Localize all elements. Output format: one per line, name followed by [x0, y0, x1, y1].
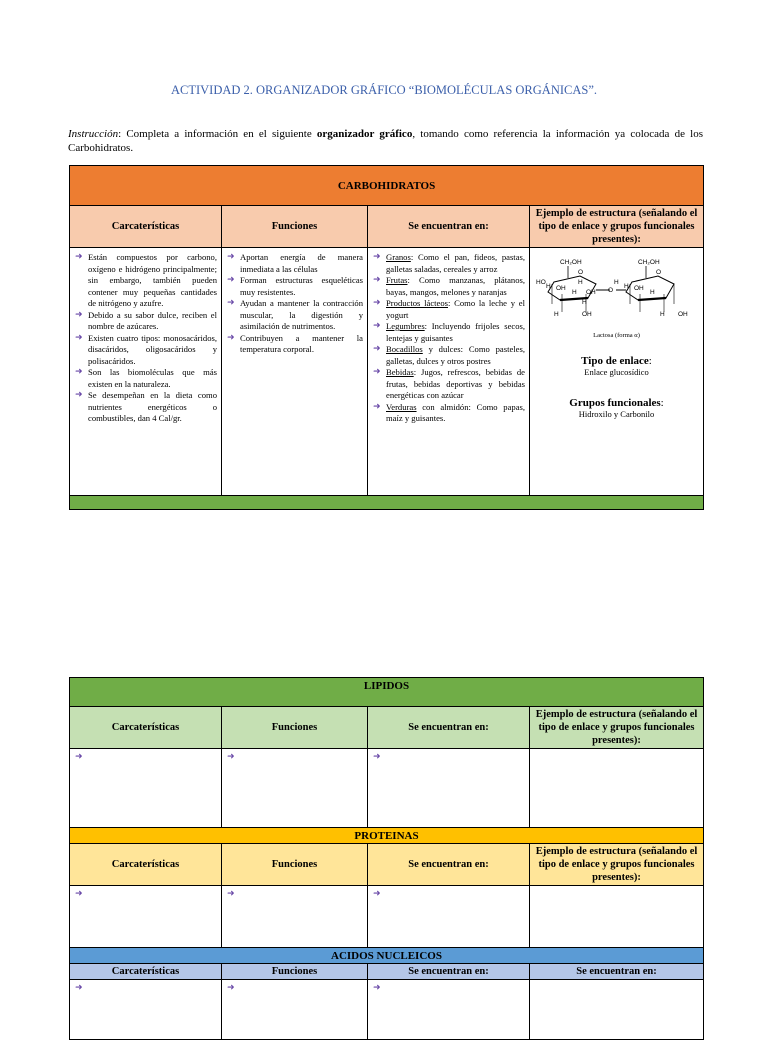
acidos-funciones-input[interactable] — [222, 980, 368, 1040]
food-term: Granos — [386, 252, 411, 262]
list-item — [226, 298, 363, 333]
list-item-text: Están compuestos por carbono, oxígeno e hidrógeno principalmente; sin embargo, también pueden contener muy pequeñas cantidades de nitrógeno y azufre. — [88, 252, 217, 308]
atom-label: H — [571, 289, 577, 296]
atom-label: OH — [677, 311, 688, 318]
bullet-icon: ➜ — [75, 983, 83, 993]
bullet-icon: ➜ — [373, 983, 381, 993]
carbo-se-encuentran-list — [368, 248, 529, 425]
food-term: Bocadillos — [386, 344, 423, 354]
list-item — [74, 310, 217, 333]
carbo-caracteristicas-cell — [70, 248, 222, 496]
acidos-header-col4: Se encuentran en: — [530, 964, 704, 980]
header-se-encuentran: Se encuentran en: — [368, 206, 530, 248]
header-ejemplo: Ejemplo de estructura (señalando el tipo de enlace y grupos funcionales presentes): — [530, 206, 704, 248]
food-term: Legumbres — [386, 321, 425, 331]
bullet-icon: ➜ — [227, 752, 235, 762]
atom-label: H — [577, 279, 583, 286]
carbo-estructura-cell — [530, 248, 704, 496]
lipidos-se-encuentran-input[interactable] — [368, 749, 530, 828]
list-item — [372, 402, 525, 425]
list-item — [74, 390, 217, 425]
list-item-text: Aportan energía de manera inmediata a las células — [240, 252, 363, 274]
food-description: y dulces: Como pasteles, galletas, dulces y otros postres — [386, 344, 525, 366]
bullet-icon: ➜ — [373, 367, 381, 377]
list-item — [74, 252, 217, 310]
carbohidratos-title: CARBOHIDRATOS — [70, 166, 704, 206]
header-caracteristicas: Carcaterísticas — [70, 206, 222, 248]
list-item-text: Existen cuatro tipos: monosacáridos, disacáridos, oligosacáridos y polisacáridos. — [88, 332, 217, 366]
atom-label: O — [655, 269, 661, 276]
bullet-icon: ➜ — [227, 298, 235, 308]
atom-label: OH — [633, 285, 644, 292]
food-term: Verduras — [386, 401, 417, 412]
list-item — [74, 367, 217, 390]
atom-label: H — [545, 283, 551, 290]
instruction-text-2: , tomando como referencia la información ya colocada de los Carbohidratos. — [68, 128, 703, 154]
bullet-icon: ➜ — [75, 752, 83, 762]
grupos-value: Hidroxilo y Carbonilo — [578, 409, 655, 419]
atom-label: H — [613, 279, 619, 286]
lipidos-caracteristicas-input[interactable] — [70, 749, 222, 828]
lipidos-funciones-input[interactable] — [222, 749, 368, 828]
grupos-label: Grupos funcionales — [569, 397, 661, 409]
bullet-icon: ➜ — [227, 252, 235, 262]
tipo-enlace-value: Enlace glucosídico — [584, 367, 649, 377]
food-description: : Como la leche y el yogurt — [386, 298, 526, 320]
list-item-text: Forman estructuras esqueléticas muy resistentes. — [240, 275, 363, 297]
atom-label: OH — [581, 311, 592, 318]
lipidos-header-funciones: Funciones — [222, 707, 368, 749]
lipidos-ejemplo-input[interactable] — [530, 749, 704, 828]
bullet-icon: ➜ — [75, 367, 83, 377]
atom-label: H — [659, 311, 665, 318]
food-description: : Como el pan, fideos, pastas, galletas saladas, cereales y arroz — [386, 252, 525, 274]
bullet-icon: ➜ — [373, 889, 381, 899]
tipo-enlace-heading: Tipo de enlace: — [581, 355, 652, 367]
lipidos-header-ejemplo: Ejemplo de estructura (señalando el tipo de enlace y grupos funcionales presentes): — [530, 707, 704, 749]
atom-label: OH — [585, 289, 596, 296]
list-item-text: Debido a su sabor dulce, reciben el nombre de azúcares. — [88, 309, 217, 331]
atom-label: H — [649, 289, 655, 296]
food-term: Productos lácteos — [386, 298, 448, 308]
bullet-icon: ➜ — [373, 252, 381, 262]
list-item-text: Ayudan a mantener la contracción muscular, la digestión y asimilación de nutrimentos. — [240, 298, 363, 331]
lipidos-header-se-encuentran: Se encuentran en: — [368, 707, 530, 749]
instruction-label: Instrucción — [68, 128, 119, 140]
list-item — [226, 275, 363, 298]
atom-label: H — [553, 311, 559, 318]
proteinas-header-ejemplo: Ejemplo de estructura (señalando el tipo de enlace y grupos funcionales presentes): — [530, 844, 704, 886]
atom-label: CH₂OH — [637, 259, 660, 266]
list-item — [372, 298, 525, 321]
tipo-enlace-label: Tipo de enlace — [581, 355, 649, 367]
otras-biomoleculas-table — [69, 677, 704, 1040]
lipidos-title: LIPIDOS — [70, 678, 704, 707]
list-item-text: Contribuyen a mantener la temperatura corporal. — [240, 332, 363, 354]
food-description: : Como manzanas, plátanos, bayas, mangos, melones y naranjas — [386, 275, 525, 297]
bullet-icon: ➜ — [227, 275, 235, 285]
list-item-text: Se desempeñan en la dieta como nutrientes energéticos o combustibles, dan 4 Cal/gr. — [88, 390, 217, 423]
carbo-funciones-cell — [222, 248, 368, 496]
carbohidratos-footer-bar — [70, 496, 704, 510]
food-term: Frutas — [386, 275, 408, 285]
atom-label: CH₂OH — [559, 259, 582, 266]
proteinas-caracteristicas-input[interactable] — [70, 886, 222, 948]
acidos-title: ACIDOS NUCLEICOS — [70, 948, 704, 964]
carbo-se-encuentran-cell — [368, 248, 530, 496]
carbo-caracteristicas-list — [70, 248, 221, 425]
molecule-caption: Lactosa (forma α) — [593, 332, 640, 339]
bullet-icon: ➜ — [227, 983, 235, 993]
bullet-icon: ➜ — [373, 275, 381, 285]
bullet-icon: ➜ — [373, 344, 381, 354]
food-term: Bebidas — [386, 367, 414, 377]
acidos-caracteristicas-input[interactable] — [70, 980, 222, 1040]
list-item — [372, 367, 525, 402]
acidos-header-caracteristicas: Carcaterísticas — [70, 964, 222, 980]
list-item — [74, 333, 217, 368]
food-description: : Incluyendo frijoles secos, lentejas y guisantes — [386, 321, 525, 343]
acidos-col4-input[interactable] — [530, 980, 704, 1040]
bullet-icon: ➜ — [227, 332, 235, 343]
atom-label: OH — [555, 285, 566, 292]
bullet-icon: ➜ — [75, 889, 83, 899]
proteinas-title: PROTEINAS — [70, 828, 704, 844]
bullet-icon: ➜ — [227, 889, 235, 899]
atom-label: O — [607, 287, 613, 294]
list-item — [226, 333, 363, 356]
list-item — [372, 252, 525, 275]
list-item — [372, 321, 525, 344]
grupos-heading: Grupos funcionales: — [569, 397, 664, 409]
bullet-icon: ➜ — [373, 752, 381, 762]
bullet-icon: ➜ — [373, 298, 381, 308]
list-item — [226, 252, 363, 275]
proteinas-header-se-encuentran: Se encuentran en: — [368, 844, 530, 886]
acidos-se-encuentran-input[interactable] — [368, 980, 530, 1040]
bullet-icon: ➜ — [373, 321, 381, 331]
proteinas-funciones-input[interactable] — [222, 886, 368, 948]
bullet-icon: ➜ — [75, 332, 83, 343]
atom-label: HO — [535, 279, 546, 286]
atom-label: O — [577, 269, 583, 276]
acidos-header-funciones: Funciones — [222, 964, 368, 980]
food-description: : Jugos, refrescos, bebidas de frutas, bebidas deportivas y bebidas energéticas con azúcar — [386, 367, 525, 400]
header-funciones: Funciones — [222, 206, 368, 248]
bullet-icon: ➜ — [75, 309, 83, 320]
bullet-icon: ➜ — [75, 390, 83, 400]
acidos-header-se-encuentran: Se encuentran en: — [368, 964, 530, 980]
atom-label: H — [581, 299, 587, 306]
proteinas-se-encuentran-input[interactable] — [368, 886, 530, 948]
list-item-text: Son las biomoléculas que más existen en la naturaleza. — [88, 367, 217, 389]
lactose-structure-diagram — [532, 254, 702, 334]
instruction-bold: organizador gráfico — [316, 128, 413, 140]
list-item — [372, 344, 525, 367]
instruction-text-1: : Completa a información en el siguiente — [118, 128, 317, 140]
instruction-paragraph — [68, 127, 703, 155]
proteinas-header-caracteristicas: Carcaterísticas — [70, 844, 222, 886]
food-description: con almidón: Como papas, maíz y guisantes. — [386, 401, 525, 423]
carbohidratos-table — [69, 165, 704, 510]
document-title: ACTIVIDAD 2. ORGANIZADOR GRÁFICO “BIOMOLÉCULAS ORGÁNICAS”. — [170, 83, 598, 97]
bullet-icon: ➜ — [75, 252, 83, 262]
atom-label: H — [623, 283, 629, 290]
list-item — [372, 275, 525, 298]
proteinas-header-funciones: Funciones — [222, 844, 368, 886]
carbo-funciones-list — [222, 248, 367, 356]
bullet-icon: ➜ — [373, 401, 381, 412]
proteinas-ejemplo-input[interactable] — [530, 886, 704, 948]
lipidos-header-caracteristicas: Carcaterísticas — [70, 707, 222, 749]
